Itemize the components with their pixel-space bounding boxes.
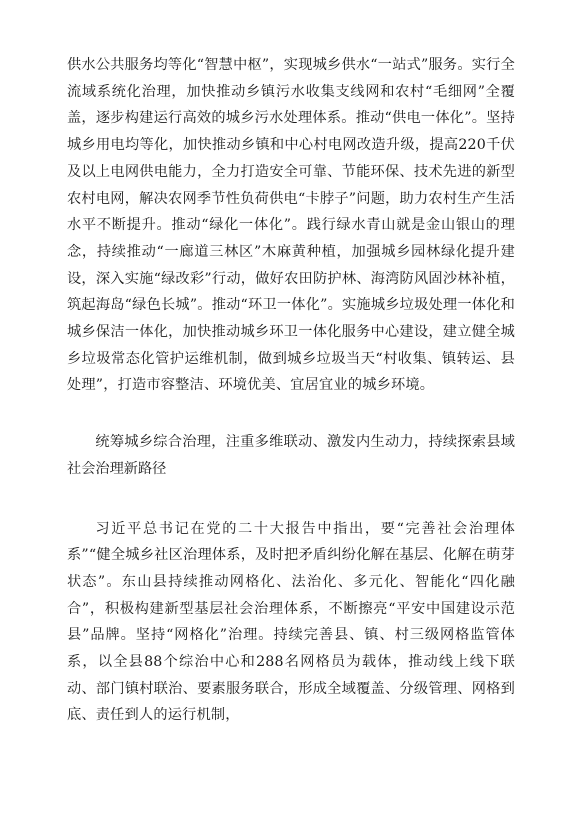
section-heading-social-governance: 统筹城乡综合治理，注重多维联动、激发内生动力，持续探索县域社会治理新路径 xyxy=(67,434,515,477)
document-page xyxy=(67,52,515,729)
body-paragraph-water-power-greening-sanitation: 供水公共服务均等化“智慧中枢”，实现城乡供水“一站式”服务。实行全流域系统化治理，加快推动乡镇污水收集支线网和农村“毛细网”全覆盖，逐步构建运行高效的城乡污水处理体系。推动“供电一体化”。坚持城乡用电均等化，加快推动乡镇和中心村电网改造升级，提高220千伏及以上电网供电能力，全力打造安全可靠、节能环保、技术先进的新型农村电网，解决农网季节性负荷供电“卡脖子”问题，助力农村生产生活水平不断提升。推动“绿化一体化”。践行绿水青山就是金山银山的理念，持续推动“一廊道三林区”木麻黄种植，加强城乡园林绿化提升建设，深入实施“绿改彩”行动，做好农田防护林、海湾防风固沙林补植，筑起海岛“绿色长城”。推动“环卫一体化”。实施城乡垃圾处理一体化和城乡保洁一体化，加快推动城乡环卫一体化服务中心建设，建立健全城乡垃圾常态化管护运维机制，做到城乡垃圾当天“村收集、镇转运、县处理”，打造市容整洁、环境优美、宜居宜业的城乡环境。 xyxy=(67,57,515,394)
body-paragraph-governance: 习近平总书记在党的二十大报告中指出，要“完善社会治理体系”“健全城乡社区治理体系，及时把矛盾纠纷化解在基层、化解在萌芽状态”。东山县持续推动网格化、法治化、多元化、智能化“四化融合”，积极构建新型基层社会治理体系，不断擦亮“平安中国建设示范县”品牌。坚持“网格化”治理。持续完善县、镇、村三级网格监管体系，以全县88个综治中心和288名网格员为载体，推动线上线下联动、部门镇村联治、要素服务联合，形成全域覆盖、分级管理、网格到底、责任到人的运行机制， xyxy=(67,520,515,724)
